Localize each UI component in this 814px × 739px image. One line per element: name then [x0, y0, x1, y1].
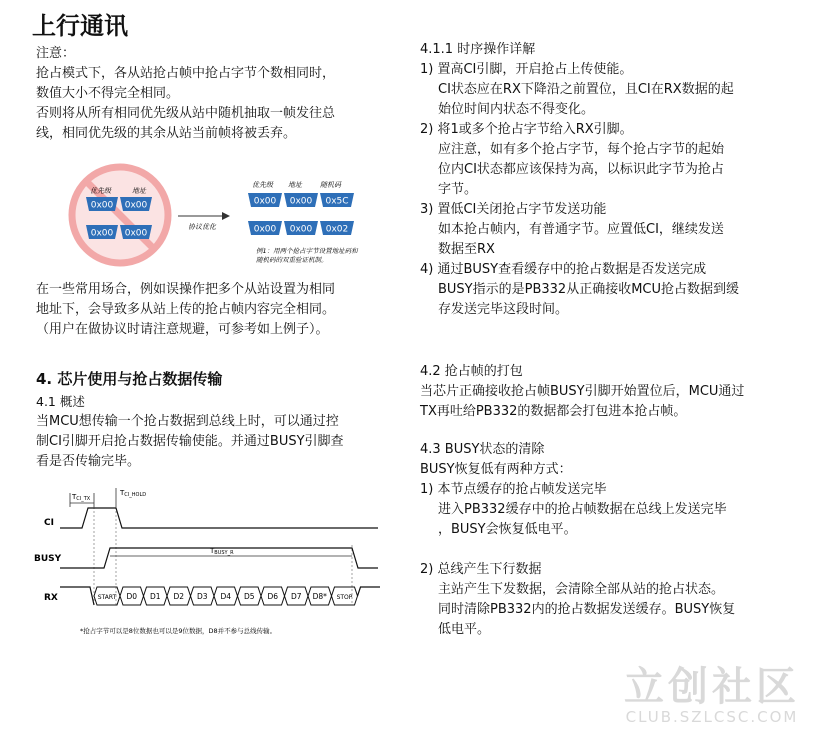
- rx-bit-label: D1: [149, 592, 161, 601]
- cell-priority-1: 0x00: [90, 200, 114, 211]
- rx-bit-label: START: [97, 594, 117, 601]
- col-priority-label-2: 优先级: [252, 181, 273, 189]
- s411-heading: 4.1.1 时序操作详解: [420, 42, 536, 57]
- rx-bit-label: D7: [290, 592, 302, 601]
- section-4-1-1: [420, 40, 800, 320]
- rx-bit-label: D4: [220, 592, 232, 601]
- section-4-heading: 4. 芯片使用与抢占数据传输: [36, 370, 223, 388]
- cell-priority-2: 0x00: [90, 228, 114, 239]
- rx-idle-line: [358, 587, 381, 596]
- signal-busy-label: BUSY: [34, 554, 62, 564]
- col-address-label: 地址: [132, 187, 146, 195]
- rx-bit-label: D2: [173, 592, 185, 601]
- way-body: 同时清除PB332内的抢占数据发送缓存。BUSY恢复: [438, 602, 736, 617]
- step-2: [420, 120, 800, 200]
- step-1: [420, 60, 800, 120]
- note-line: 否则将从所有相同优先级从站中随机抽取一帧发往总: [36, 106, 336, 121]
- way-body: 进入PB332缓存中的抢占帧数据在总线上发送完毕: [438, 502, 727, 517]
- section-4-3: [420, 440, 800, 640]
- preemption-example-diagram: [60, 160, 380, 270]
- step-head: 4) 通过BUSY查看缓存中的抢占数据是否发送完成: [420, 262, 707, 277]
- step-body: 数据至RX: [438, 242, 495, 257]
- section-4-2: [420, 362, 800, 422]
- s41-line: 看是否传输完毕。: [36, 454, 141, 469]
- step-head: 2) 将1或多个抢占字节给入RX引脚。: [420, 122, 633, 137]
- signal-rx-label: RX: [44, 593, 58, 603]
- cell-r1-random: 0x5C: [325, 196, 349, 207]
- note-label: 注意：: [36, 46, 76, 61]
- step-3: [420, 200, 800, 260]
- s41-line: 当MCU想传输一个抢占数据到总线上时，可以通过控: [36, 414, 339, 429]
- way-body: 主站产生下发数据，会清除全部从站的抢占状态。: [438, 582, 725, 597]
- note-line: 线，相同优先级的其余从站当前帧将被丢弃。: [36, 126, 297, 141]
- rx-bit-cells: [94, 587, 380, 605]
- cell-r1-address: 0x00: [289, 196, 313, 207]
- way-body: 低电平。: [438, 622, 491, 637]
- step-4: [420, 260, 800, 320]
- common-line: 地址下，会导致多从站上传的抢占帧内容完全相同。: [36, 302, 336, 317]
- step-body: 始位时间内状态不得变化。: [438, 102, 595, 117]
- rx-bit-label: D6: [267, 592, 279, 601]
- step-body: 应注意，如有多个抢占字节，每个抢占字节的起始: [438, 142, 725, 157]
- s43-heading: 4.3 BUSY状态的清除: [420, 442, 545, 457]
- cell-address-2: 0x00: [124, 228, 148, 239]
- s41-line: 制CI引脚开启抢占数据传输使能。并通过BUSY引脚查: [36, 434, 344, 449]
- way-head: 1) 本节点缓存的抢占帧发送完毕: [420, 482, 607, 497]
- s42-heading: 4.2 抢占帧的打包: [420, 364, 523, 379]
- arrow-label: 协议优化: [188, 223, 216, 231]
- cell-r2-address: 0x00: [289, 224, 313, 235]
- note-line: 数值大小不得完全相同。: [36, 86, 180, 101]
- col-priority-label: 优先级: [90, 187, 111, 195]
- s42-line: 当芯片正确接收抢占帧BUSY引脚开始置位后，MCU通过: [420, 384, 745, 399]
- rx-bit-label: STOP: [336, 594, 353, 601]
- rx-bit-label: D3: [196, 592, 208, 601]
- common-line: （用户在做协议时请注意规避，可参考如上例子）。: [36, 322, 329, 337]
- step-body: 如本抢占帧内，有普通字节。应置低CI，继续发送: [438, 222, 724, 237]
- cell-r2-random: 0x02: [325, 224, 349, 235]
- cell-r2-priority: 0x00: [253, 224, 277, 235]
- way-body: ，BUSY会恢复低电平。: [438, 522, 577, 537]
- way-2: [420, 560, 800, 640]
- t-ci-hold-label: TCI_HOLD: [120, 489, 147, 498]
- step-body: CI状态应在RX下降沿之前置位，且CI在RX数据的起: [438, 82, 734, 97]
- step-body: BUSY指示的是PB332从正确接收MCU抢占数据到缓: [438, 282, 740, 297]
- col-address-label-2: 地址: [288, 181, 302, 189]
- signal-ci-label: CI: [44, 518, 54, 528]
- diagram-caption-2: 随机码的双重验证机制。: [256, 256, 328, 264]
- timing-footnote: *抢占字节可以是8位数据也可以是9位数据，D8并不参与总线传输。: [80, 627, 277, 635]
- s42-line: TX再吐给PB332的数据都会打包进本抢占帧。: [420, 404, 687, 419]
- s43-intro: BUSY恢复低有两种方式：: [420, 462, 572, 477]
- common-case-block: [36, 280, 396, 340]
- note-block: [36, 44, 396, 144]
- watermark-url: CLUB.SZLCSC.COM: [625, 708, 799, 726]
- cell-address-1: 0x00: [124, 200, 148, 211]
- watermark-logo-text: 立创社区: [624, 664, 800, 710]
- step-head: 3) 置低CI关闭抢占字节发送功能: [420, 202, 607, 217]
- note-line: 抢占模式下，各从站抢占帧中抢占字节个数相同时，: [36, 66, 336, 81]
- rx-bit-label: D0: [126, 592, 138, 601]
- section-4-1: [36, 392, 396, 472]
- step-body: 存发送完毕这段时间。: [438, 302, 569, 317]
- step-body: 位内CI状态都应该保持为高，以标识此字节为抢占: [438, 162, 724, 177]
- rx-bit-label: D8*: [312, 592, 327, 601]
- step-head: 1) 置高CI引脚，开启抢占上传使能。: [420, 62, 633, 77]
- section-4-1-heading: 4.1 概述: [36, 394, 85, 409]
- step-body: 字节。: [438, 182, 478, 197]
- signal-ci-wave: [60, 508, 378, 528]
- rx-bit-label: D5: [243, 592, 255, 601]
- way-head: 2) 总线产生下行数据: [420, 562, 542, 577]
- timing-diagram: [30, 485, 390, 645]
- watermark: [624, 655, 800, 726]
- t-busy-label: TBUSY_R: [210, 547, 234, 556]
- col-random-label: 随机码: [320, 181, 341, 189]
- way-1: [420, 480, 800, 540]
- cell-r1-priority: 0x00: [253, 196, 277, 207]
- page-title: 上行通讯: [32, 12, 128, 40]
- t-ci-tx-label: TCI_TX: [72, 493, 91, 502]
- diagram-caption-1: 例1：用两个抢占字节设置地址码和: [256, 247, 358, 255]
- common-line: 在一些常用场合，例如误操作把多个从站设置为相同: [36, 282, 336, 297]
